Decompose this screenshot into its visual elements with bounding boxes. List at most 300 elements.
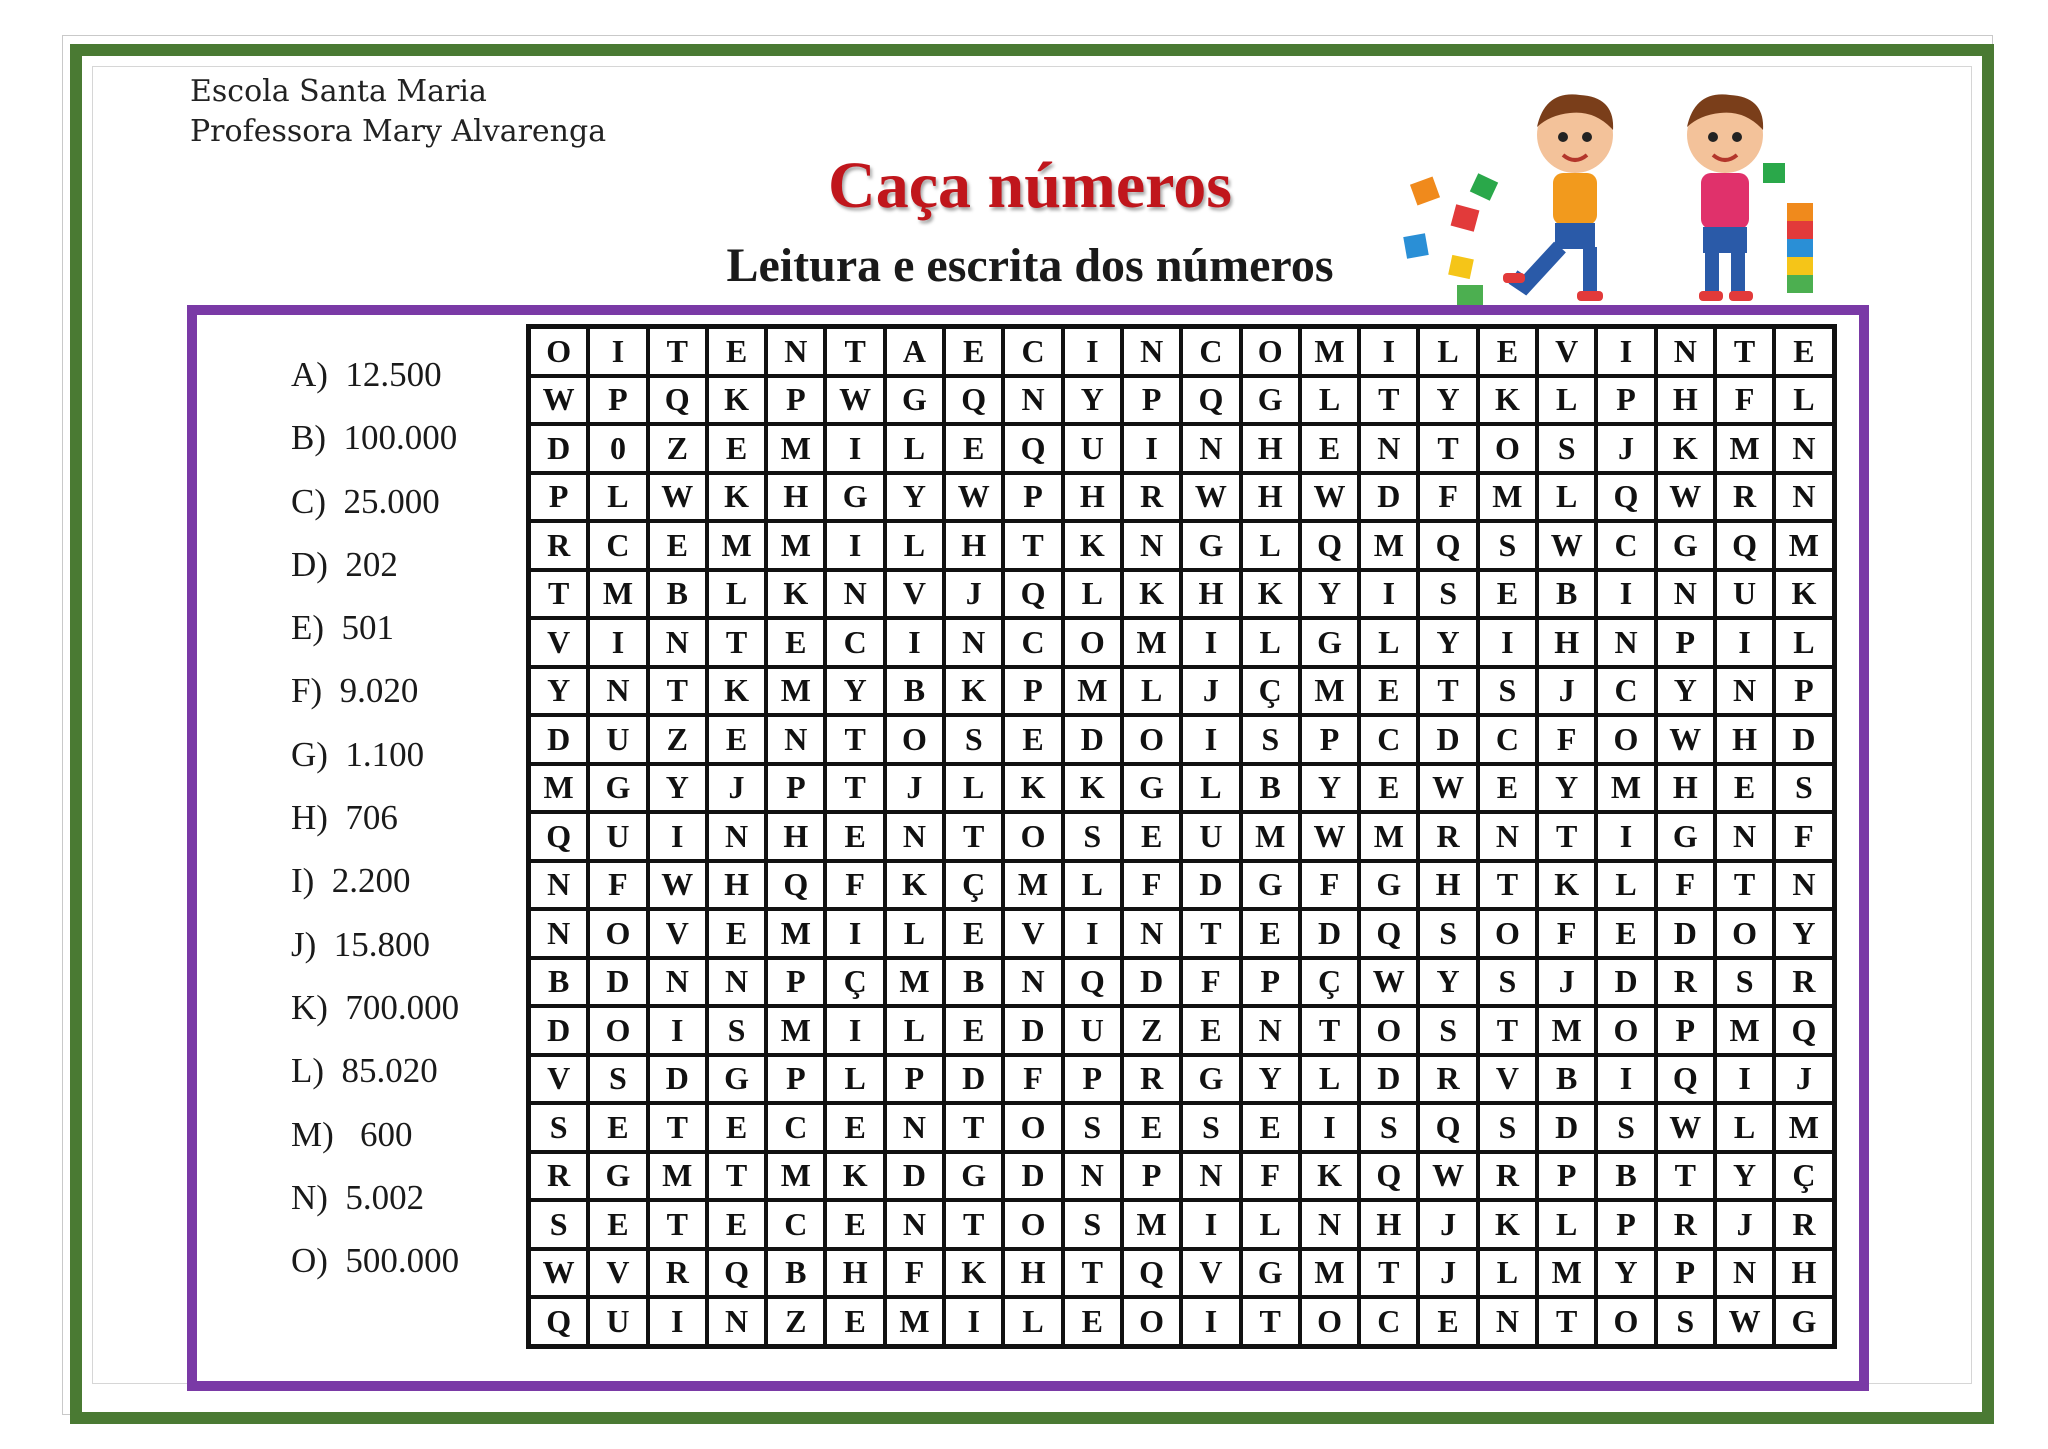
grid-cell[interactable]: O: [1596, 715, 1655, 764]
grid-cell[interactable]: K: [1241, 570, 1300, 619]
grid-cell[interactable]: U: [588, 1297, 647, 1346]
grid-cell[interactable]: P: [1122, 376, 1181, 425]
grid-cell[interactable]: L: [885, 1006, 944, 1055]
grid-cell[interactable]: R: [648, 1249, 707, 1298]
grid-cell[interactable]: E: [707, 909, 766, 958]
grid-cell[interactable]: P: [1656, 618, 1715, 667]
grid-cell[interactable]: K: [1122, 570, 1181, 619]
grid-cell[interactable]: F: [1774, 812, 1833, 861]
grid-cell[interactable]: S: [944, 715, 1003, 764]
grid-cell[interactable]: I: [1122, 424, 1181, 473]
grid-cell[interactable]: L: [1241, 1200, 1300, 1249]
grid-cell[interactable]: L: [885, 424, 944, 473]
grid-cell[interactable]: S: [1063, 812, 1122, 861]
grid-cell[interactable]: C: [1003, 327, 1062, 376]
grid-cell[interactable]: T: [1418, 424, 1477, 473]
grid-cell[interactable]: V: [1537, 327, 1596, 376]
grid-cell[interactable]: D: [1003, 1152, 1062, 1201]
grid-cell[interactable]: W: [648, 473, 707, 522]
grid-cell[interactable]: J: [1537, 667, 1596, 716]
grid-cell[interactable]: D: [1003, 1006, 1062, 1055]
grid-cell[interactable]: K: [707, 376, 766, 425]
grid-cell[interactable]: V: [1003, 909, 1062, 958]
grid-cell[interactable]: Q: [1003, 570, 1062, 619]
grid-cell[interactable]: Y: [648, 764, 707, 813]
grid-cell[interactable]: E: [825, 812, 884, 861]
grid-cell[interactable]: Y: [1418, 618, 1477, 667]
grid-cell[interactable]: S: [1715, 958, 1774, 1007]
grid-cell[interactable]: I: [1063, 327, 1122, 376]
grid-cell[interactable]: Y: [1656, 667, 1715, 716]
grid-cell[interactable]: T: [944, 1103, 1003, 1152]
grid-cell[interactable]: L: [1596, 861, 1655, 910]
grid-cell[interactable]: P: [1596, 376, 1655, 425]
grid-cell[interactable]: Y: [1300, 570, 1359, 619]
grid-cell[interactable]: V: [648, 909, 707, 958]
grid-cell[interactable]: D: [1063, 715, 1122, 764]
grid-cell[interactable]: E: [944, 424, 1003, 473]
grid-cell[interactable]: F: [1181, 958, 1240, 1007]
grid-cell[interactable]: T: [648, 327, 707, 376]
grid-cell[interactable]: W: [1300, 473, 1359, 522]
grid-cell[interactable]: C: [1596, 521, 1655, 570]
grid-cell[interactable]: J: [1774, 1055, 1833, 1104]
grid-cell[interactable]: M: [529, 764, 588, 813]
grid-cell[interactable]: F: [1715, 376, 1774, 425]
grid-cell[interactable]: P: [766, 1055, 825, 1104]
grid-cell[interactable]: F: [1003, 1055, 1062, 1104]
grid-cell[interactable]: J: [1181, 667, 1240, 716]
grid-cell[interactable]: S: [1418, 570, 1477, 619]
grid-cell[interactable]: T: [1715, 861, 1774, 910]
grid-cell[interactable]: I: [1359, 570, 1418, 619]
grid-cell[interactable]: K: [825, 1152, 884, 1201]
grid-cell[interactable]: E: [1478, 764, 1537, 813]
grid-cell[interactable]: I: [1359, 327, 1418, 376]
grid-cell[interactable]: O: [1478, 424, 1537, 473]
grid-cell[interactable]: K: [766, 570, 825, 619]
grid-cell[interactable]: R: [529, 521, 588, 570]
grid-cell[interactable]: T: [1537, 812, 1596, 861]
grid-cell[interactable]: I: [1063, 909, 1122, 958]
grid-cell[interactable]: N: [885, 812, 944, 861]
grid-cell[interactable]: N: [1300, 1200, 1359, 1249]
grid-cell[interactable]: S: [1656, 1297, 1715, 1346]
grid-cell[interactable]: L: [1181, 764, 1240, 813]
grid-cell[interactable]: I: [588, 618, 647, 667]
grid-cell[interactable]: H: [1418, 861, 1477, 910]
grid-cell[interactable]: F: [1537, 715, 1596, 764]
grid-cell[interactable]: J: [1596, 424, 1655, 473]
grid-cell[interactable]: R: [1418, 812, 1477, 861]
grid-cell[interactable]: N: [944, 618, 1003, 667]
grid-cell[interactable]: E: [1300, 424, 1359, 473]
grid-cell[interactable]: P: [1596, 1200, 1655, 1249]
grid-cell[interactable]: Z: [648, 715, 707, 764]
grid-cell[interactable]: M: [885, 958, 944, 1007]
grid-cell[interactable]: K: [1478, 1200, 1537, 1249]
grid-cell[interactable]: K: [944, 1249, 1003, 1298]
grid-cell[interactable]: H: [1241, 473, 1300, 522]
grid-cell[interactable]: O: [1596, 1006, 1655, 1055]
grid-cell[interactable]: L: [825, 1055, 884, 1104]
grid-cell[interactable]: I: [1181, 1297, 1240, 1346]
grid-cell[interactable]: J: [944, 570, 1003, 619]
grid-cell[interactable]: W: [1656, 715, 1715, 764]
grid-cell[interactable]: S: [1537, 424, 1596, 473]
grid-cell[interactable]: Q: [1596, 473, 1655, 522]
grid-cell[interactable]: M: [1003, 861, 1062, 910]
grid-cell[interactable]: E: [1241, 1103, 1300, 1152]
grid-cell[interactable]: E: [825, 1297, 884, 1346]
grid-cell[interactable]: F: [1241, 1152, 1300, 1201]
grid-cell[interactable]: N: [1003, 376, 1062, 425]
grid-cell[interactable]: D: [1537, 1103, 1596, 1152]
grid-cell[interactable]: E: [825, 1103, 884, 1152]
grid-cell[interactable]: G: [1122, 764, 1181, 813]
grid-cell[interactable]: L: [1063, 861, 1122, 910]
grid-cell[interactable]: E: [707, 424, 766, 473]
grid-cell[interactable]: G: [588, 764, 647, 813]
grid-cell[interactable]: L: [1300, 376, 1359, 425]
grid-cell[interactable]: K: [1478, 376, 1537, 425]
grid-cell[interactable]: M: [766, 1006, 825, 1055]
grid-cell[interactable]: Y: [1774, 909, 1833, 958]
grid-cell[interactable]: Y: [1418, 958, 1477, 1007]
grid-cell[interactable]: H: [1181, 570, 1240, 619]
grid-cell[interactable]: H: [1063, 473, 1122, 522]
grid-cell[interactable]: Y: [1537, 764, 1596, 813]
grid-cell[interactable]: S: [1478, 667, 1537, 716]
grid-cell[interactable]: M: [1537, 1249, 1596, 1298]
grid-cell[interactable]: L: [1715, 1103, 1774, 1152]
grid-cell[interactable]: N: [766, 715, 825, 764]
grid-cell[interactable]: N: [1715, 667, 1774, 716]
grid-cell[interactable]: R: [1656, 958, 1715, 1007]
grid-cell[interactable]: M: [1241, 812, 1300, 861]
grid-cell[interactable]: N: [885, 1200, 944, 1249]
grid-cell[interactable]: L: [1122, 667, 1181, 716]
grid-cell[interactable]: P: [1241, 958, 1300, 1007]
grid-cell[interactable]: R: [1418, 1055, 1477, 1104]
grid-cell[interactable]: B: [1241, 764, 1300, 813]
grid-cell[interactable]: F: [1300, 861, 1359, 910]
grid-cell[interactable]: Q: [1359, 1152, 1418, 1201]
grid-cell[interactable]: C: [766, 1200, 825, 1249]
grid-cell[interactable]: E: [648, 521, 707, 570]
grid-cell[interactable]: Ç: [1774, 1152, 1833, 1201]
grid-cell[interactable]: P: [766, 958, 825, 1007]
grid-cell[interactable]: Ç: [944, 861, 1003, 910]
grid-cell[interactable]: O: [1122, 715, 1181, 764]
grid-cell[interactable]: Q: [707, 1249, 766, 1298]
grid-cell[interactable]: M: [1122, 618, 1181, 667]
grid-cell[interactable]: M: [1122, 1200, 1181, 1249]
grid-cell[interactable]: O: [1122, 1297, 1181, 1346]
grid-cell[interactable]: R: [1715, 473, 1774, 522]
grid-cell[interactable]: C: [1478, 715, 1537, 764]
grid-cell[interactable]: Q: [1418, 521, 1477, 570]
grid-cell[interactable]: S: [588, 1055, 647, 1104]
grid-cell[interactable]: J: [1418, 1200, 1477, 1249]
grid-cell[interactable]: I: [1596, 570, 1655, 619]
grid-cell[interactable]: H: [1241, 424, 1300, 473]
grid-cell[interactable]: E: [1122, 1103, 1181, 1152]
grid-cell[interactable]: E: [588, 1103, 647, 1152]
grid-cell[interactable]: D: [529, 715, 588, 764]
grid-cell[interactable]: T: [1359, 1249, 1418, 1298]
grid-cell[interactable]: H: [1656, 764, 1715, 813]
grid-cell[interactable]: M: [1715, 1006, 1774, 1055]
grid-cell[interactable]: E: [1181, 1006, 1240, 1055]
grid-cell[interactable]: M: [1537, 1006, 1596, 1055]
grid-cell[interactable]: Q: [1181, 376, 1240, 425]
grid-cell[interactable]: P: [1774, 667, 1833, 716]
grid-cell[interactable]: N: [648, 958, 707, 1007]
grid-cell[interactable]: I: [825, 521, 884, 570]
grid-cell[interactable]: N: [1122, 521, 1181, 570]
grid-cell[interactable]: Q: [944, 376, 1003, 425]
grid-cell[interactable]: H: [1774, 1249, 1833, 1298]
grid-cell[interactable]: V: [1478, 1055, 1537, 1104]
grid-cell[interactable]: T: [1359, 376, 1418, 425]
grid-cell[interactable]: E: [707, 327, 766, 376]
grid-cell[interactable]: P: [1537, 1152, 1596, 1201]
grid-cell[interactable]: M: [885, 1297, 944, 1346]
grid-cell[interactable]: H: [944, 521, 1003, 570]
grid-cell[interactable]: E: [825, 1200, 884, 1249]
grid-cell[interactable]: Ç: [825, 958, 884, 1007]
grid-cell[interactable]: D: [1418, 715, 1477, 764]
grid-cell[interactable]: T: [825, 764, 884, 813]
grid-cell[interactable]: G: [885, 376, 944, 425]
grid-cell[interactable]: O: [1003, 1200, 1062, 1249]
grid-cell[interactable]: O: [885, 715, 944, 764]
grid-cell[interactable]: I: [648, 1297, 707, 1346]
grid-cell[interactable]: Y: [1715, 1152, 1774, 1201]
grid-cell[interactable]: T: [1478, 861, 1537, 910]
grid-cell[interactable]: N: [1122, 327, 1181, 376]
grid-cell[interactable]: W: [529, 376, 588, 425]
grid-cell[interactable]: C: [825, 618, 884, 667]
grid-cell[interactable]: E: [1122, 812, 1181, 861]
grid-cell[interactable]: M: [766, 667, 825, 716]
grid-cell[interactable]: Q: [1063, 958, 1122, 1007]
grid-cell[interactable]: V: [529, 1055, 588, 1104]
grid-cell[interactable]: E: [707, 1200, 766, 1249]
grid-cell[interactable]: N: [529, 909, 588, 958]
grid-cell[interactable]: G: [1181, 521, 1240, 570]
grid-cell[interactable]: I: [825, 424, 884, 473]
grid-cell[interactable]: N: [1478, 812, 1537, 861]
grid-cell[interactable]: P: [1063, 1055, 1122, 1104]
grid-cell[interactable]: P: [1003, 667, 1062, 716]
grid-cell[interactable]: E: [1418, 1297, 1477, 1346]
grid-cell[interactable]: Y: [1300, 764, 1359, 813]
grid-cell[interactable]: I: [944, 1297, 1003, 1346]
grid-cell[interactable]: C: [766, 1103, 825, 1152]
grid-cell[interactable]: T: [825, 715, 884, 764]
grid-cell[interactable]: Z: [766, 1297, 825, 1346]
grid-cell[interactable]: M: [588, 570, 647, 619]
grid-cell[interactable]: P: [766, 764, 825, 813]
grid-cell[interactable]: O: [1359, 1006, 1418, 1055]
grid-cell[interactable]: T: [707, 618, 766, 667]
grid-cell[interactable]: Q: [1418, 1103, 1477, 1152]
grid-cell[interactable]: W: [944, 473, 1003, 522]
grid-cell[interactable]: F: [1537, 909, 1596, 958]
grid-cell[interactable]: K: [1003, 764, 1062, 813]
grid-cell[interactable]: M: [766, 521, 825, 570]
grid-cell[interactable]: I: [825, 909, 884, 958]
grid-cell[interactable]: 0: [588, 424, 647, 473]
grid-cell[interactable]: I: [825, 1006, 884, 1055]
grid-cell[interactable]: Ç: [1300, 958, 1359, 1007]
grid-cell[interactable]: S: [1478, 521, 1537, 570]
grid-cell[interactable]: H: [1359, 1200, 1418, 1249]
grid-cell[interactable]: Q: [1715, 521, 1774, 570]
grid-cell[interactable]: L: [1418, 327, 1477, 376]
grid-cell[interactable]: J: [1537, 958, 1596, 1007]
grid-cell[interactable]: S: [529, 1103, 588, 1152]
grid-cell[interactable]: W: [1181, 473, 1240, 522]
grid-cell[interactable]: I: [1181, 1200, 1240, 1249]
grid-cell[interactable]: L: [707, 570, 766, 619]
grid-cell[interactable]: T: [1418, 667, 1477, 716]
grid-cell[interactable]: Q: [1122, 1249, 1181, 1298]
grid-cell[interactable]: I: [885, 618, 944, 667]
grid-cell[interactable]: R: [1122, 1055, 1181, 1104]
grid-cell[interactable]: I: [1181, 618, 1240, 667]
grid-cell[interactable]: K: [1063, 521, 1122, 570]
grid-cell[interactable]: D: [1122, 958, 1181, 1007]
grid-cell[interactable]: Q: [648, 376, 707, 425]
grid-cell[interactable]: G: [825, 473, 884, 522]
grid-cell[interactable]: G: [1241, 376, 1300, 425]
grid-cell[interactable]: B: [1537, 570, 1596, 619]
grid-cell[interactable]: T: [944, 1200, 1003, 1249]
grid-cell[interactable]: B: [529, 958, 588, 1007]
grid-cell[interactable]: K: [707, 667, 766, 716]
grid-cell[interactable]: N: [707, 812, 766, 861]
grid-cell[interactable]: S: [1181, 1103, 1240, 1152]
grid-cell[interactable]: N: [1122, 909, 1181, 958]
grid-cell[interactable]: C: [1181, 327, 1240, 376]
grid-cell[interactable]: O: [1241, 327, 1300, 376]
grid-cell[interactable]: Q: [1300, 521, 1359, 570]
grid-cell[interactable]: L: [885, 909, 944, 958]
grid-cell[interactable]: C: [1359, 715, 1418, 764]
grid-cell[interactable]: P: [1122, 1152, 1181, 1201]
grid-cell[interactable]: N: [648, 618, 707, 667]
grid-cell[interactable]: O: [1003, 812, 1062, 861]
grid-cell[interactable]: P: [1656, 1249, 1715, 1298]
grid-cell[interactable]: N: [1003, 958, 1062, 1007]
grid-cell[interactable]: Y: [529, 667, 588, 716]
grid-cell[interactable]: T: [1715, 327, 1774, 376]
grid-cell[interactable]: I: [588, 327, 647, 376]
grid-cell[interactable]: E: [1359, 764, 1418, 813]
grid-cell[interactable]: H: [825, 1249, 884, 1298]
grid-cell[interactable]: M: [1300, 667, 1359, 716]
grid-cell[interactable]: L: [1478, 1249, 1537, 1298]
grid-cell[interactable]: K: [707, 473, 766, 522]
grid-cell[interactable]: G: [1656, 812, 1715, 861]
grid-cell[interactable]: O: [529, 327, 588, 376]
grid-cell[interactable]: N: [1774, 861, 1833, 910]
grid-cell[interactable]: M: [1300, 327, 1359, 376]
grid-cell[interactable]: Z: [1122, 1006, 1181, 1055]
grid-cell[interactable]: O: [1003, 1103, 1062, 1152]
grid-cell[interactable]: O: [1063, 618, 1122, 667]
grid-cell[interactable]: P: [766, 376, 825, 425]
grid-cell[interactable]: U: [1181, 812, 1240, 861]
grid-cell[interactable]: E: [1003, 715, 1062, 764]
grid-cell[interactable]: R: [1774, 958, 1833, 1007]
grid-cell[interactable]: N: [1063, 1152, 1122, 1201]
grid-cell[interactable]: I: [1181, 715, 1240, 764]
grid-cell[interactable]: E: [944, 1006, 1003, 1055]
grid-cell[interactable]: N: [1656, 570, 1715, 619]
grid-cell[interactable]: G: [1656, 521, 1715, 570]
grid-cell[interactable]: N: [1241, 1006, 1300, 1055]
grid-cell[interactable]: T: [707, 1152, 766, 1201]
grid-cell[interactable]: E: [1241, 909, 1300, 958]
grid-cell[interactable]: L: [1241, 618, 1300, 667]
grid-cell[interactable]: M: [766, 424, 825, 473]
grid-cell[interactable]: W: [1418, 1152, 1477, 1201]
grid-cell[interactable]: N: [707, 958, 766, 1007]
grid-cell[interactable]: Q: [1003, 424, 1062, 473]
grid-cell[interactable]: F: [1418, 473, 1477, 522]
grid-cell[interactable]: F: [1656, 861, 1715, 910]
grid-cell[interactable]: G: [1774, 1297, 1833, 1346]
grid-cell[interactable]: S: [1241, 715, 1300, 764]
grid-cell[interactable]: H: [1537, 618, 1596, 667]
grid-cell[interactable]: R: [1122, 473, 1181, 522]
grid-cell[interactable]: S: [1478, 1103, 1537, 1152]
grid-cell[interactable]: Y: [1241, 1055, 1300, 1104]
grid-cell[interactable]: T: [1537, 1297, 1596, 1346]
grid-cell[interactable]: Z: [648, 424, 707, 473]
grid-cell[interactable]: G: [1241, 861, 1300, 910]
grid-cell[interactable]: E: [1478, 570, 1537, 619]
grid-cell[interactable]: B: [648, 570, 707, 619]
grid-cell[interactable]: E: [707, 715, 766, 764]
grid-cell[interactable]: S: [1774, 764, 1833, 813]
grid-cell[interactable]: P: [885, 1055, 944, 1104]
grid-cell[interactable]: J: [1418, 1249, 1477, 1298]
grid-cell[interactable]: W: [529, 1249, 588, 1298]
grid-cell[interactable]: E: [1596, 909, 1655, 958]
grid-cell[interactable]: H: [1003, 1249, 1062, 1298]
grid-cell[interactable]: N: [825, 570, 884, 619]
grid-cell[interactable]: D: [529, 1006, 588, 1055]
grid-cell[interactable]: E: [1774, 327, 1833, 376]
grid-cell[interactable]: P: [588, 376, 647, 425]
grid-cell[interactable]: T: [1656, 1152, 1715, 1201]
grid-cell[interactable]: I: [648, 1006, 707, 1055]
grid-cell[interactable]: M: [648, 1152, 707, 1201]
grid-cell[interactable]: T: [648, 667, 707, 716]
grid-cell[interactable]: L: [588, 473, 647, 522]
grid-cell[interactable]: J: [1715, 1200, 1774, 1249]
grid-cell[interactable]: N: [529, 861, 588, 910]
grid-cell[interactable]: O: [588, 1006, 647, 1055]
grid-cell[interactable]: Y: [825, 667, 884, 716]
grid-cell[interactable]: Q: [529, 1297, 588, 1346]
grid-cell[interactable]: C: [1003, 618, 1062, 667]
